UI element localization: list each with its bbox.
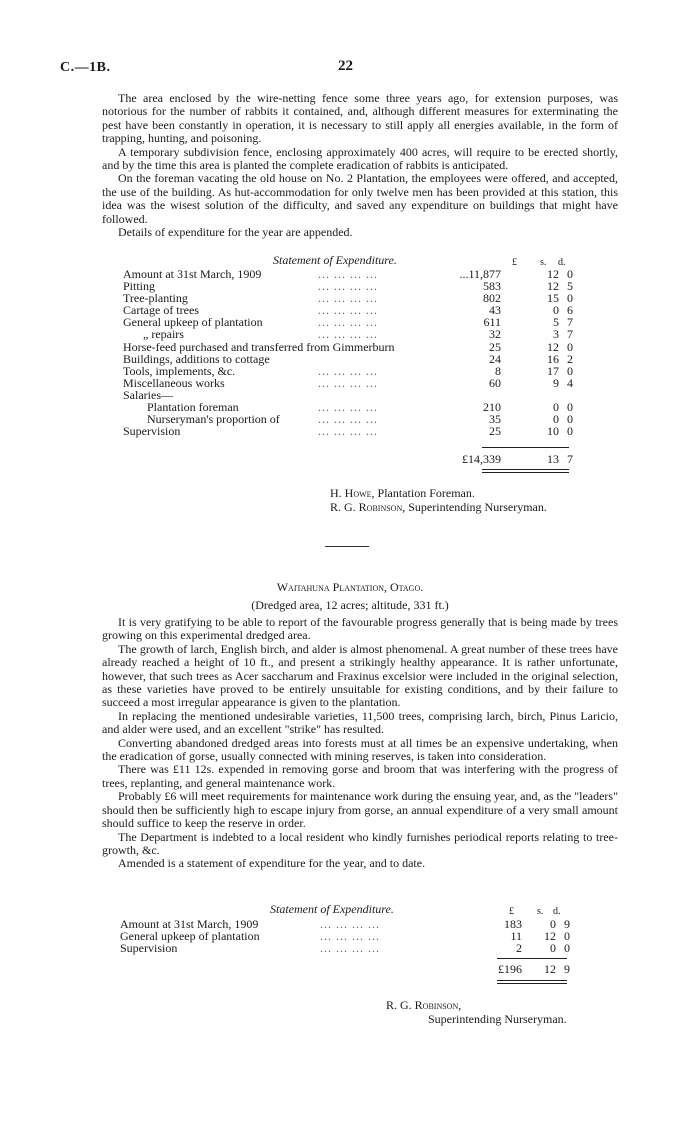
subtotal-rule <box>482 447 569 448</box>
table-row <box>123 341 573 353</box>
total-shillings: 12 <box>544 962 556 976</box>
row-label: Salaries— <box>123 387 173 402</box>
amount-shillings: 0 <box>550 941 556 956</box>
statement-title: Statement of Expenditure. <box>270 902 394 916</box>
dot-leader: ... ... ... ... <box>318 412 378 427</box>
table-row <box>123 425 573 437</box>
row-label: Cartage of trees <box>123 303 199 318</box>
paragraph: There was £11 12s. expended in removing gorse and broom that was interfering with the progress of trees, replanting, and general maintenance work. <box>102 762 618 790</box>
amount-pounds: 32 <box>489 327 501 342</box>
dot-leader: ... ... ... ... <box>318 267 378 281</box>
row-label: Nurseryman's proportion of <box>147 412 280 427</box>
amount-shillings: 3 <box>553 327 559 342</box>
table-row <box>123 353 573 365</box>
dot-leader: ... ... ... ... <box>318 400 378 415</box>
paragraph: The Department is indebted to a local resident who kindly furnishes periodical reports relating to tree-growth, &c. <box>102 829 618 857</box>
dot-leader: ... ... ... ... <box>318 327 378 342</box>
col-header-shillings: s. <box>540 257 547 268</box>
signature-title: , Superintending Nurseryman. <box>402 500 547 514</box>
table-row <box>120 942 570 954</box>
signature-title: , Plantation Foreman. <box>371 486 475 500</box>
paragraph: The growth of larch, English birch, and alder is almost phenomenal. A great number of these trees have already reached a height of 10 ft., and present a strikingly healthy appearance. It is rather unfortunate, however, that such trees as Acer saccharum and Fraxinus excelsior were included in the original selection, as these varieties have proved to be entirely unsuitable for existing conditions, and by their failure to succeed a most irregular appearance is given to the plantation. <box>102 641 618 710</box>
expenditure-table-2 <box>120 918 570 954</box>
total-double-rule <box>497 983 567 984</box>
amount-shillings: 12 <box>547 279 559 294</box>
amount-shillings: 0 <box>553 303 559 318</box>
row-label: Plantation foreman <box>147 400 239 415</box>
total-shillings: 13 <box>547 452 559 466</box>
amount-pence: 7 <box>567 315 573 330</box>
signature-block <box>386 998 567 1026</box>
row-label: Pitting <box>123 279 156 294</box>
row-label: Supervision <box>123 424 181 439</box>
amount-pounds: 35 <box>489 412 501 427</box>
amount-pounds: 60 <box>489 375 501 390</box>
signature-name: R. G. Robinson <box>330 500 403 514</box>
col-header-pounds: £ <box>509 906 514 917</box>
row-label: „ repairs <box>143 327 184 342</box>
dot-leader: ... ... ... ... <box>318 303 378 318</box>
paragraph: Details of expenditure for the year are appended. <box>118 225 353 240</box>
dot-leader: ... ... ... ... <box>318 363 378 378</box>
amount-pounds: 8 <box>495 363 501 378</box>
paragraph: Converting abandoned dredged areas into forests must at all times be an expensive undertaking, when the eradication of gorse, usually connected with mining reserves, is taken into consideration. <box>102 735 618 764</box>
amount-pence: 0 <box>567 291 573 306</box>
total-pounds: £196 <box>498 962 522 976</box>
section-subheading: (Dredged area, 12 acres; altitude, 331 ft.) <box>251 598 449 612</box>
section1-text <box>102 92 618 239</box>
amount-pence: 4 <box>567 375 573 390</box>
amount-pounds: 43 <box>489 303 501 318</box>
amount-pence: 0 <box>567 267 573 281</box>
amount-shillings: 5 <box>553 315 559 330</box>
paragraph: The area enclosed by the wire-netting fence some three years ago, for extension purposes, was notorious for the number of rabbits it contained, and, although different measures for exterminating the pest have been constantly in operation, it is necessary to still apply all energies available, in the form of trapping, hunting, and poisoning. <box>102 91 618 146</box>
amount-shillings: 16 <box>547 351 559 366</box>
amount-shillings: 17 <box>547 363 559 378</box>
row-label: Supervision <box>120 941 178 956</box>
col-header-shillings: s. <box>537 906 544 917</box>
table-row <box>123 328 573 340</box>
amount-pounds: 25 <box>489 424 501 439</box>
table-row <box>123 377 573 389</box>
statement-title: Statement of Expenditure. <box>273 253 397 267</box>
row-label: General upkeep of plantation <box>120 929 260 944</box>
amount-shillings: 12 <box>547 267 559 281</box>
amount-pence: 0 <box>567 339 573 354</box>
amount-pounds: 183 <box>504 917 522 931</box>
amount-shillings: 0 <box>553 400 559 415</box>
amount-shillings: 0 <box>553 412 559 427</box>
col-header-pence: d. <box>553 906 561 917</box>
dot-leader: ... ... ... ... <box>320 929 380 944</box>
subtotal-rule <box>497 958 567 959</box>
amount-shillings: 15 <box>547 291 559 306</box>
row-label: General upkeep of plantation <box>123 315 263 330</box>
dot-leader: ... ... ... ... <box>320 941 380 956</box>
row-label: Buildings, additions to cottage <box>123 351 270 366</box>
paragraph: Amended is a statement of expenditure for the year, and to date. <box>118 856 426 871</box>
amount-shillings: 9 <box>553 375 559 390</box>
paragraph: On the foreman vacating the old house on No. 2 Plantation, the employees were offered, and accepted, the use of the building. As hut-accommodation for only twelve men has been provided at this station, this idea was the wisest solution of the difficulty, and saved any expenditure on buildings that might have followed. <box>102 171 618 226</box>
amount-pounds: 24 <box>489 351 501 366</box>
total-row <box>123 453 573 465</box>
amount-pence: 5 <box>567 279 573 294</box>
section-divider <box>325 546 369 547</box>
row-label: Amount at 31st March, 1909 <box>123 267 262 281</box>
amount-shillings: 12 <box>544 929 556 944</box>
signature-name: R. G. Robinson, <box>386 998 462 1012</box>
total-double-rule <box>482 469 569 470</box>
amount-pence: 0 <box>567 412 573 427</box>
amount-pounds: 210 <box>483 400 501 415</box>
total-double-rule <box>482 472 569 473</box>
amount-pounds: ...11,877 <box>459 267 501 281</box>
signature-block <box>330 486 547 514</box>
total-pence: 7 <box>567 452 573 466</box>
amount-pence: 7 <box>567 327 573 342</box>
amount-pounds: 11 <box>510 929 522 944</box>
amount-pounds: 25 <box>489 339 501 354</box>
amount-pounds: 802 <box>483 291 501 306</box>
amount-pounds: 611 <box>483 315 501 330</box>
amount-pence: 6 <box>567 303 573 318</box>
col-header-pence: d. <box>558 257 566 268</box>
paragraph: A temporary subdivision fence, enclosing approximately 400 acres, will require to be erected shortly, and by the time this area is planted the complete eradication of rabbits is anticipated. <box>102 144 618 173</box>
amount-shillings: 0 <box>550 917 556 931</box>
total-pounds: £14,339 <box>462 452 501 466</box>
total-row <box>120 963 570 975</box>
section2-text <box>102 616 618 871</box>
row-label: Miscellaneous works <box>123 375 225 390</box>
row-label: Amount at 31st March, 1909 <box>120 917 259 931</box>
amount-pence: 0 <box>567 400 573 415</box>
amount-pence: 9 <box>564 917 570 931</box>
signature-name: H. Howe <box>330 486 372 500</box>
paragraph: Probably £6 will meet requirements for maintenance work during the ensuing year, and, as the "leaders" should then be sufficiently high to escape injury from gorse, an annual expenditure of a very small amount should suffice to keep the reserve in order. <box>102 789 618 831</box>
amount-pence: 0 <box>564 929 570 944</box>
amount-pounds: 2 <box>516 941 522 956</box>
row-label: Tree-planting <box>123 291 188 306</box>
amount-shillings: 10 <box>547 424 559 439</box>
dot-leader: ... ... ... ... <box>318 424 378 439</box>
paragraph: It is very gratifying to be able to report of the favourable progress generally that is being made by trees growing on this experimental dredged area. <box>102 615 618 643</box>
expenditure-table-1 <box>123 268 573 437</box>
signature-title: Superintending Nurseryman. <box>428 1012 567 1026</box>
dot-leader: ... ... ... ... <box>318 279 378 294</box>
paragraph: In replacing the mentioned undesirable varieties, 11,500 trees, comprising larch, birch, Pinus Laricio, and alder were used, and an excellent "strike" has resulted. <box>102 708 618 737</box>
amount-pounds: 583 <box>483 279 501 294</box>
amount-pence: 0 <box>567 363 573 378</box>
dot-leader: ... ... ... ... <box>318 291 378 306</box>
amount-pence: 0 <box>564 941 570 956</box>
row-label: Tools, implements, &c. <box>123 363 236 378</box>
dot-leader: ... ... ... ... <box>320 917 380 931</box>
dot-leader: ... ... ... ... <box>318 315 378 330</box>
row-label: Horse-feed purchased and transferred from Gimmerburn <box>123 339 395 354</box>
section-heading: Waitahuna Plantation, Otago. <box>276 580 424 594</box>
total-pence: 9 <box>564 962 570 976</box>
series-code: C.—1B. <box>60 60 111 75</box>
total-double-rule <box>497 980 567 981</box>
amount-shillings: 12 <box>547 339 559 354</box>
dot-leader: ... ... ... ... <box>318 375 378 390</box>
amount-pence: 0 <box>567 424 573 439</box>
page-number: 22 <box>338 58 353 74</box>
col-header-pounds: £ <box>512 257 517 268</box>
amount-pence: 2 <box>567 351 573 366</box>
